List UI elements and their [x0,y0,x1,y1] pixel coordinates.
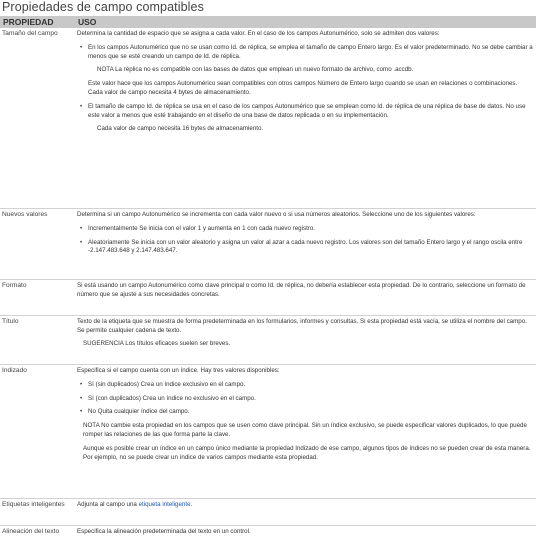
property-name: Alineación del texto [2,528,60,535]
property-name: Tamaño del campo [2,30,58,37]
property-name: Etiquetas inteligentes [2,501,65,508]
row-intro: Determina si un campo Autonumérico se incrementa con cada valor nuevo o si usa números aleatorios. Seleccione uno de los siguientes valores: [77,211,476,218]
list-item [77,44,533,62]
property-use [77,318,533,348]
list-item-extra: Este valor hace que los campos Autonumérico sean compatibles con otros campos Número de Entero largo cuando se usan en relaciones o combinaciones. Cada valor de campo necesita 4 bytes de almacenamiento. [88,80,518,96]
property-use [77,282,533,300]
table-row [0,28,536,209]
list-item [77,225,533,234]
list-item [77,103,533,121]
header-use: USO [78,17,97,27]
list-item-text: No Quita cualquier índice del campo. [88,408,190,416]
tip-text: SUGERENCIA Los títulos eficaces suelen ser breves. [83,339,231,347]
table-row [0,526,536,550]
list-item-text: Aleatoriamente Se inicia con un valor aleatorio y asigna un valor al azar a cada nuevo registro. Los valores son del tamaño Entero largo y el rango oscila entre -2.147.483.648 y 2.147.483.647. [88,238,523,255]
property-use [77,501,533,510]
list-item-text: Sí (con duplicados) Crea un índice no exclusivo en el campo. [88,394,256,402]
bullet-icon: • [80,408,83,416]
page-title: Propiedades de campo compatibles [2,0,204,14]
list-item [77,395,533,404]
table-row [0,209,536,280]
property-name: Indizado [2,367,27,374]
smart-tag-link[interactable]: etiqueta inteligente [138,501,191,508]
bullet-icon: • [80,238,83,246]
list-item-text: El tamaño de campo Id. de réplica se usa en el caso de los campos Autonumérico que se emplean como Id. de réplica de una réplica de base de datos. No use este valor a menos que esté trabajando en el diseño de una base de datos replicada o en su implementación. [88,102,526,119]
bullet-icon: • [80,102,83,110]
bullet-icon: • [80,380,83,388]
row-extra: Aunque es posible crear un índice en un campo único mediante la propiedad Indizado de ese campo, algunos tipos de índices no se pueden crear de esta manera. Por ejemplo, no se puede crear un índice de varios campos mediante esta propiedad. [83,444,531,461]
table-header [0,16,536,28]
row-text-part: Adjunta al campo una [77,501,139,508]
row-text: Si está usando un campo Autonumérico como clave principal o como Id. de réplica, no debería establecer esta propiedad. De lo contrario, seleccione un formato de número que se ajuste a sus necesidades concretas. [77,282,526,298]
table-row [0,365,536,499]
row-text: Texto de la etiqueta que se muestra de forma predeterminada en los formularios, informes y consultas. Si esta propiedad está vacía, se utiliza el nombre del campo. Se permite cualquier cadena de texto. [77,318,527,334]
row-text-part: . [190,501,193,508]
list-item [77,408,533,417]
row-text: Especifica la alineación predeterminada del texto en un control. [77,528,251,535]
note-text: NOTA La réplica no es compatible con las bases de datos que emplean un nuevo formato de archivo, como .accdb. [97,66,414,74]
table-row [0,280,536,316]
property-use [77,528,533,537]
table-row [0,499,536,526]
property-name: Formato [2,282,27,289]
property-name: Título [2,318,19,325]
table-row [0,316,536,365]
property-use [77,30,533,134]
list-item [77,239,533,257]
bullet-icon: • [80,394,83,402]
row-intro: Especifica si el campo cuenta con un índice. Hay tres valores disponibles: [77,367,280,374]
property-use [77,367,533,462]
list-item-text: Sí (sin duplicados) Crea un índice exclusivo en el campo. [88,380,246,388]
bullet-icon: • [80,224,83,232]
list-item-text: En los campos Autonumérico que no se usan como Id. de réplica, se emplea el tamaño de campo Entero largo. Es el valor predeterminado. No se debe cambiar a menos que se esté creando un campo de Id. de réplica. [88,43,533,60]
list-item [77,381,533,390]
list-item-extra: Cada valor de campo necesita 16 bytes de almacenamiento. [97,125,264,133]
property-name: Nuevos valores [2,211,48,218]
row-intro: Determina la cantidad de espacio que se asigna a cada valor. En el caso de los campos Autonumérico, solo se admiten dos valores: [77,30,440,37]
bullet-icon: • [80,43,83,51]
note-text: NOTA No cambie esta propiedad en los campos que se usen como clave principal. Sin un índice exclusivo, se puede especificar valores duplicados, lo que puede romper las relaciones de las que forma parte la clave. [83,422,527,438]
list-item-text: Incrementalmente Se inicia con el valor 1 y aumenta en 1 con cada nuevo registro. [88,224,316,232]
row-text [77,501,533,510]
property-use [77,211,533,256]
header-property: PROPIEDAD [3,17,54,27]
